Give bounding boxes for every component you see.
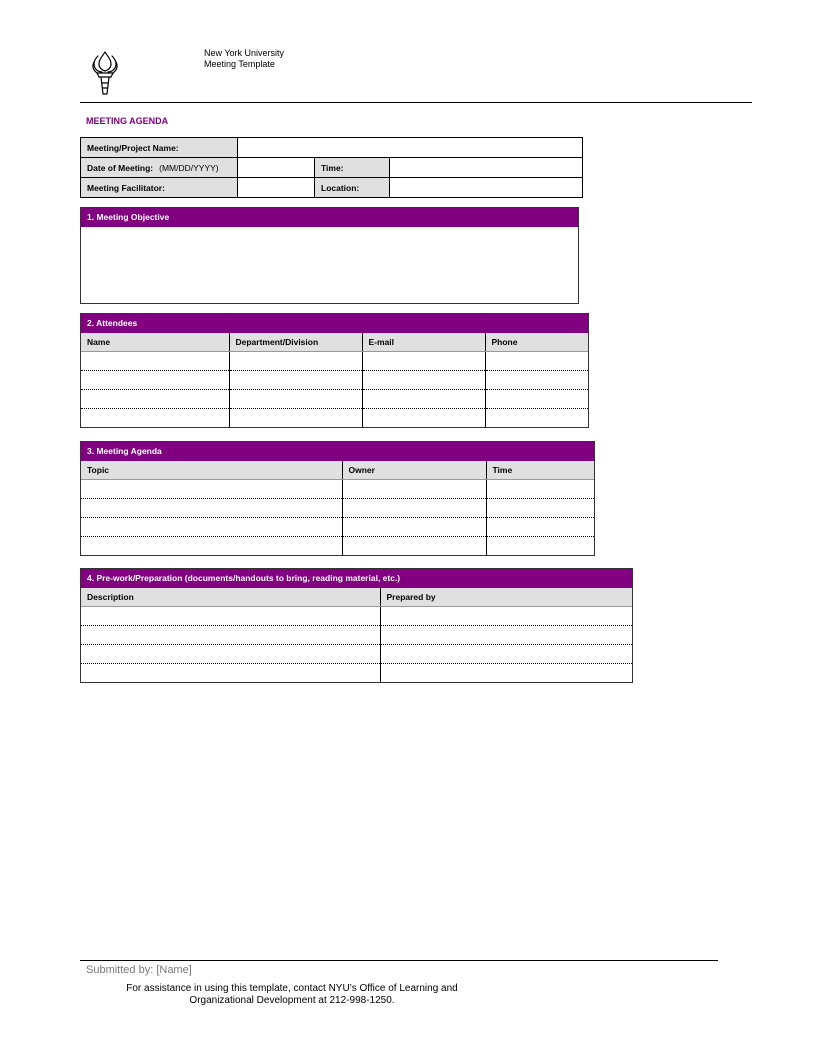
location-field[interactable]: [390, 178, 583, 198]
column-header-name: Name: [81, 333, 229, 352]
column-header-owner: Owner: [342, 461, 486, 480]
attendees-column-headers: [81, 333, 588, 352]
meeting-agenda-table: [81, 461, 594, 555]
table-cell[interactable]: [342, 480, 486, 499]
table-cell[interactable]: [485, 371, 588, 390]
attendees-header: 2. Attendees: [81, 314, 588, 333]
university-name: New York University: [204, 48, 285, 58]
table-cell[interactable]: [81, 499, 342, 518]
table-cell[interactable]: [81, 645, 380, 664]
table-cell[interactable]: [229, 409, 362, 428]
meeting-objective-section: [80, 207, 579, 304]
table-cell[interactable]: [486, 480, 594, 499]
table-cell[interactable]: [380, 607, 632, 626]
facilitator-label: Meeting Facilitator:: [81, 178, 238, 198]
table-cell[interactable]: [81, 352, 229, 371]
time-label: Time:: [315, 158, 390, 178]
table-cell[interactable]: [81, 390, 229, 409]
meeting-info-table: [80, 137, 583, 198]
project-name-field[interactable]: [238, 138, 583, 158]
assistance-line-2: Organizational Development at 212-998-1250.: [189, 995, 395, 1006]
table-row: [81, 371, 588, 390]
table-cell[interactable]: [380, 645, 632, 664]
template-name: Meeting Template: [204, 59, 275, 69]
footer-divider: [80, 960, 718, 961]
table-cell[interactable]: [380, 664, 632, 683]
table-cell[interactable]: [362, 371, 485, 390]
date-label-text: Date of Meeting:: [87, 162, 154, 173]
column-header-phone: Phone: [485, 333, 588, 352]
facilitator-field[interactable]: [238, 178, 315, 198]
table-cell[interactable]: [229, 390, 362, 409]
table-row: [81, 499, 594, 518]
submitted-by: Submitted by: [Name]: [86, 964, 192, 976]
table-cell[interactable]: [486, 537, 594, 556]
table-cell[interactable]: [229, 352, 362, 371]
table-row: [81, 480, 594, 499]
table-row: [81, 352, 588, 371]
prework-column-headers: [81, 588, 632, 607]
table-row: [81, 664, 632, 683]
table-cell[interactable]: [486, 518, 594, 537]
project-name-label: Meeting/Project Name:: [81, 138, 238, 158]
table-cell[interactable]: [81, 371, 229, 390]
date-field[interactable]: [238, 158, 315, 178]
table-cell[interactable]: [81, 409, 229, 428]
attendees-table: [81, 333, 588, 427]
table-row: [81, 537, 594, 556]
table-cell[interactable]: [342, 499, 486, 518]
table-row: [81, 518, 594, 537]
column-header-topic: Topic: [81, 461, 342, 480]
table-row: [81, 390, 588, 409]
table-cell[interactable]: [81, 537, 342, 556]
location-label: Location:: [315, 178, 390, 198]
table-row: [81, 409, 588, 428]
prework-header: 4. Pre-work/Preparation (documents/handouts to bring, reading material, etc.): [81, 569, 632, 588]
attendees-section: [80, 313, 589, 428]
date-label: [81, 158, 238, 178]
table-row: [81, 626, 632, 645]
agenda-column-headers: [81, 461, 594, 480]
table-cell[interactable]: [81, 664, 380, 683]
column-header-email: E-mail: [362, 333, 485, 352]
table-cell[interactable]: [486, 499, 594, 518]
table-cell[interactable]: [81, 518, 342, 537]
table-cell[interactable]: [81, 480, 342, 499]
agenda-title: MEETING AGENDA: [86, 116, 169, 126]
meeting-objective-body[interactable]: [81, 227, 578, 302]
time-field[interactable]: [390, 158, 583, 178]
table-row: [81, 607, 632, 626]
table-cell[interactable]: [485, 409, 588, 428]
date-format-hint: (MM/DD/YYYY): [159, 162, 219, 173]
meeting-agenda-header: 3. Meeting Agenda: [81, 442, 594, 461]
table-cell[interactable]: [81, 626, 380, 645]
column-header-department: Department/Division: [229, 333, 362, 352]
table-cell[interactable]: [362, 390, 485, 409]
column-header-prepared-by: Prepared by: [380, 588, 632, 607]
meeting-objective-header: 1. Meeting Objective: [81, 208, 578, 227]
table-cell[interactable]: [485, 352, 588, 371]
prework-table: [81, 588, 632, 682]
meeting-agenda-section: [80, 441, 595, 556]
assistance-line-1: For assistance in using this template, contact NYU’s Office of Learning and: [126, 983, 458, 994]
column-header-time: Time: [486, 461, 594, 480]
table-cell[interactable]: [362, 409, 485, 428]
assistance-note: [80, 983, 504, 1007]
column-header-description: Description: [81, 588, 380, 607]
table-cell[interactable]: [229, 371, 362, 390]
nyu-torch-logo-icon: [90, 50, 120, 96]
table-row: [81, 645, 632, 664]
header-divider: [80, 102, 752, 103]
table-cell[interactable]: [81, 607, 380, 626]
table-cell[interactable]: [485, 390, 588, 409]
prework-section: [80, 568, 633, 683]
table-cell[interactable]: [380, 626, 632, 645]
table-cell[interactable]: [362, 352, 485, 371]
table-cell[interactable]: [342, 537, 486, 556]
table-cell[interactable]: [342, 518, 486, 537]
header-text: [204, 48, 284, 70]
